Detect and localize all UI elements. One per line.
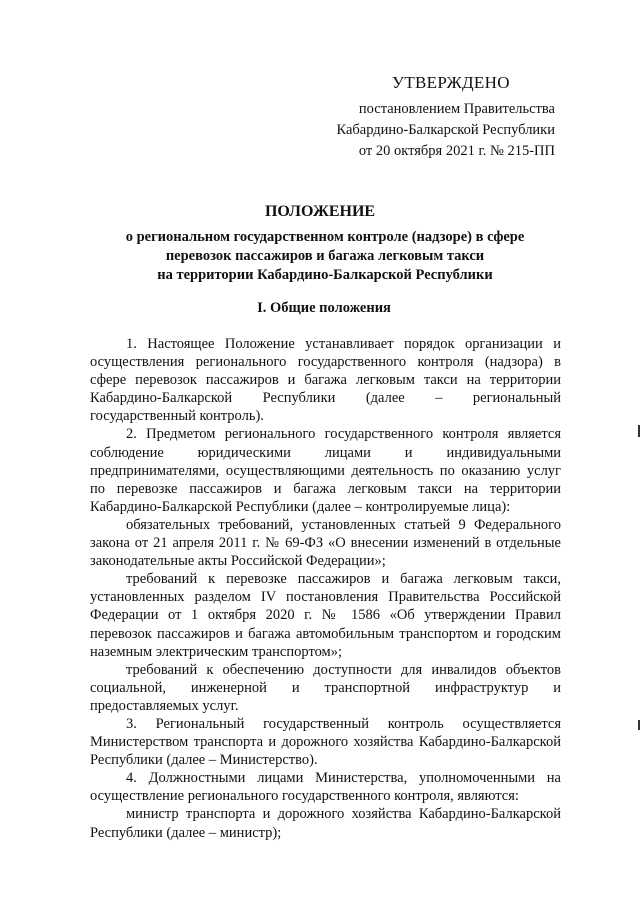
- section-heading: I. Общие положения: [257, 300, 391, 316]
- paragraph: требований к перевозке пассажиров и багажа легковым такси, установленных разделом IV постановления Правительства Российской Федерации от 1 октября 2020 г. № 1586 «Об утверждении Правил перевозок пассажиров и багажа автомобильным транспортом и городским наземным электрическим транспортом»;: [90, 571, 561, 660]
- paragraph: обязательных требований, установленных статьей 9 Федерального закона от 21 апреля 2011 г. № 69-ФЗ «О внесении изменений в отдельные законодательные акты Российской Федерации»;: [90, 516, 561, 570]
- approval-line: постановлением Правительства: [358, 101, 555, 117]
- approval-block: [310, 72, 580, 162]
- document-subtitle: [90, 228, 560, 285]
- document-body: [90, 335, 561, 842]
- paragraph: требований к обеспечению доступности для инвалидов объектов социальной, инженерной и транспортной инфраструктур и предоставляемых услуг.: [90, 661, 561, 714]
- paragraph: 1. Настоящее Положение устанавливает порядок организации и осуществления регионального государственного контроля (надзора) в сфере перевозок пассажиров и багажа легковым такси на территории Кабардино-Балкарской Республики (далее – региональный государственный контроль).: [90, 336, 561, 425]
- paragraph: 3. Региональный государственный контроль осуществляется Министерством транспорта и дорожного хозяйства Кабардино-Балкарской Республики (далее – Министерство).: [90, 715, 561, 769]
- approval-line: Кабардино-Балкарской Республики: [336, 122, 555, 138]
- paragraph: 4. Должностными лицами Министерства, уполномоченными на осуществление регионального государственного контроля, являются:: [90, 770, 561, 805]
- approval-line: от 20 октября 2021 г. № 215-ПП: [358, 143, 555, 159]
- paragraph: министр транспорта и дорожного хозяйства Кабардино-Балкарской Республики (далее – министр);: [90, 806, 561, 841]
- subtitle-line: перевозок пассажиров и багажа легковым такси: [165, 248, 485, 264]
- subtitle-line: о региональном государственном контроле (надзоре) в сфере: [125, 229, 525, 245]
- approval-stamp: УТВЕРЖДЕНО: [392, 73, 510, 92]
- subtitle-line: на территории Кабардино-Балкарской Республики: [157, 267, 493, 283]
- paragraph: 2. Предметом регионального государственного контроля является соблюдение юридическими лицами и индивидуальными предпринимателями, осуществляющими деятельность по оказанию услуг по перевозке пассажиров и багажа легковым такси на территории Кабардино-Балкарской Республики (далее – контролируемые лица):: [90, 426, 561, 515]
- document-title: ПОЛОЖЕНИЕ: [264, 203, 376, 220]
